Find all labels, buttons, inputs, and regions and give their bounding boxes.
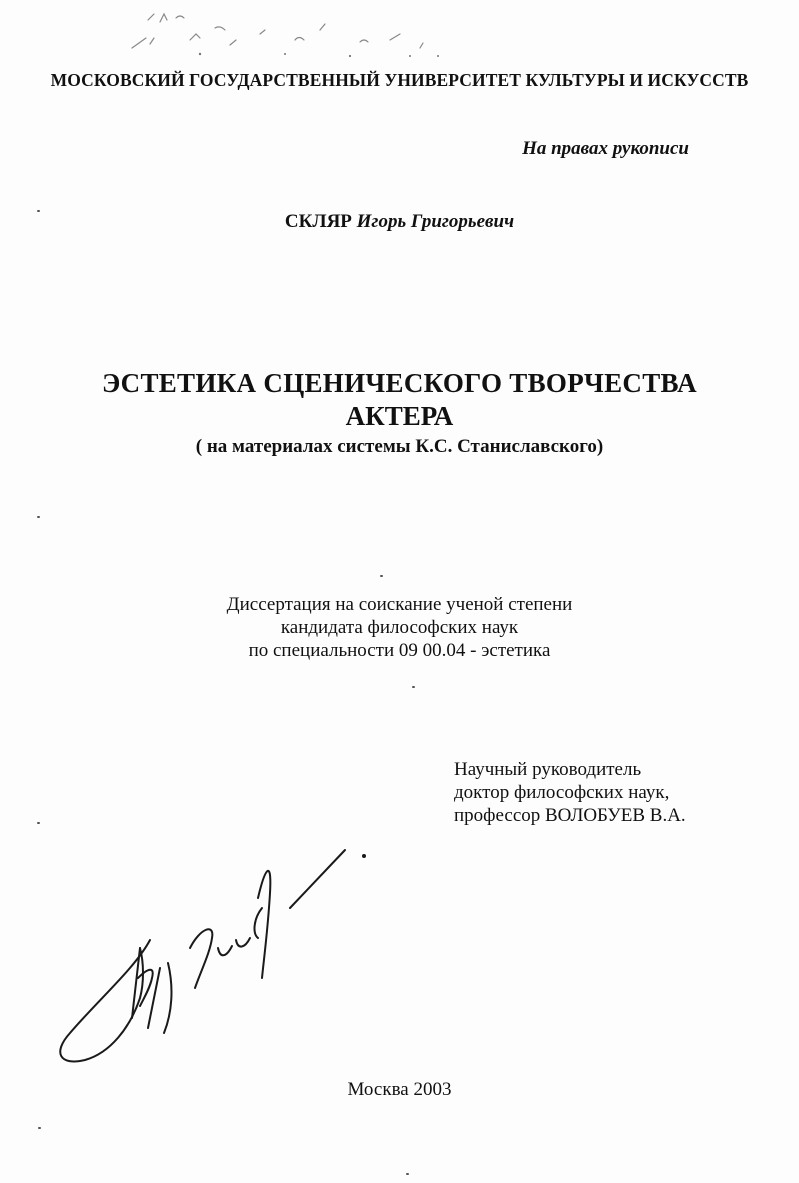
title-line-2: АКТЕРА <box>345 401 454 431</box>
dissertation-statement <box>0 593 799 662</box>
scan-speck <box>406 1173 409 1175</box>
supervisor-line-1: Научный руководитель <box>454 759 642 780</box>
university-name: МОСКОВСКИЙ ГОСУДАРСТВЕННЫЙ УНИВЕРСИТЕТ КУЛЬТУРЫ И ИСКУССТВ <box>50 70 749 90</box>
author-surname: СКЛЯР <box>284 211 352 232</box>
author-name <box>0 211 799 233</box>
dissertation-line-3: по специальности 09 00.04 - эстетика <box>248 640 551 661</box>
handwritten-signature <box>40 838 380 1068</box>
scan-speck <box>38 1127 41 1129</box>
title-subtitle: ( на материалах системы К.С. Станиславского) <box>195 436 604 457</box>
faint-stamp-marks <box>120 10 460 60</box>
supervisor-line-2: доктор философских наук, <box>454 782 670 803</box>
scan-speck <box>412 686 415 688</box>
scan-speck <box>380 575 383 577</box>
scan-speck <box>37 210 40 212</box>
supervisor-block <box>454 758 686 827</box>
manuscript-note: На правах рукописи <box>522 138 689 159</box>
dissertation-line-2: кандидата философских наук <box>280 617 519 638</box>
scan-speck <box>37 822 40 824</box>
city-year: Москва 2003 <box>347 1079 452 1100</box>
supervisor-line-3: профессор ВОЛОБУЕВ В.А. <box>454 805 686 826</box>
dissertation-line-1: Диссертация на соискание ученой степени <box>226 594 573 615</box>
scan-speck <box>37 516 40 518</box>
author-given-names: Игорь Григорьевич <box>356 211 515 232</box>
title-line-1: ЭСТЕТИКА СЦЕНИЧЕСКОГО ТВОРЧЕСТВА <box>102 368 697 398</box>
